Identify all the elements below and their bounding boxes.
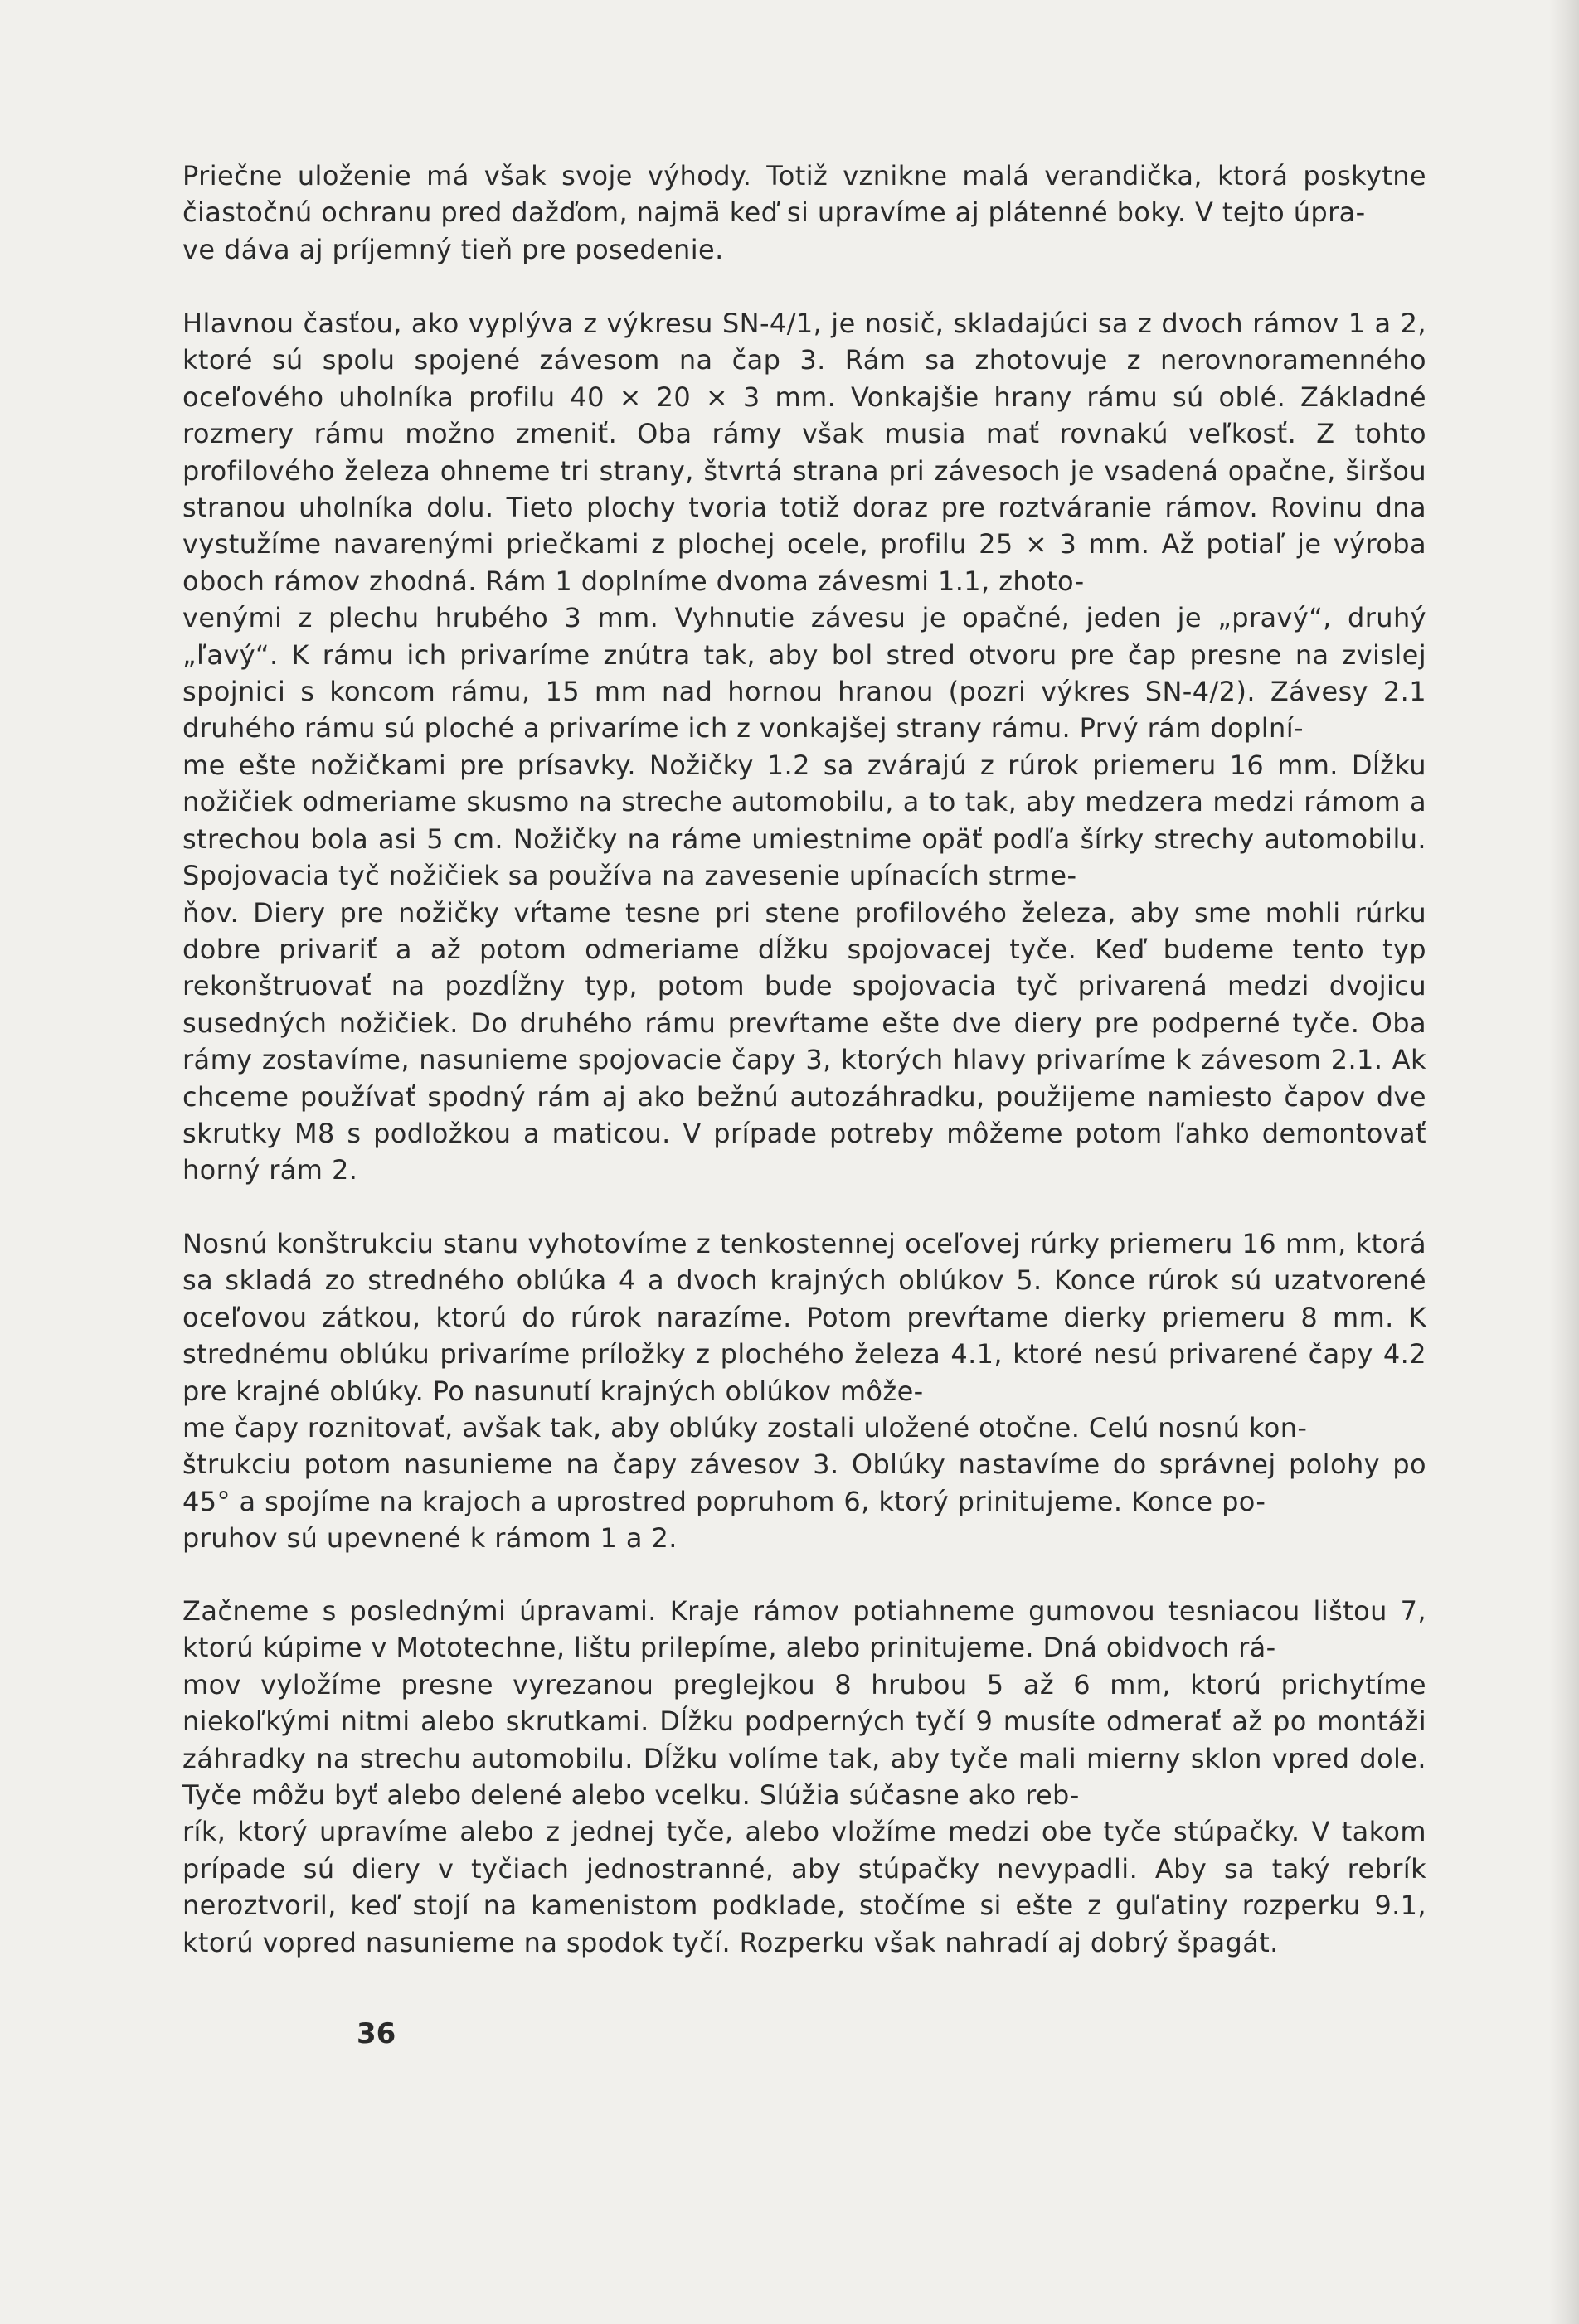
page-edge-shadow (1549, 0, 1579, 2324)
paragraph-2: Hlavnou časťou, ako vyplýva z výkresu SN-4/1, je nosič, skladajúci sa z dvoch rámov 1 a 2, ktoré sú spolu spojené závesom na čap 3. Rám sa zhotovuje z nerovnoramenného oceľového uholníka profilu 40 × 20 × 3 mm. Vonkajšie hrany rámu sú oblé. Základné rozmery rámu možno zmeniť. Oba rámy však musia mať rovnakú veľkosť. Z tohto profilového železa ohneme tri strany, štvrtá strana pri závesoch je vsadená opačne, širšou stranou uholníka dolu. Tieto plochy tvoria totiž doraz pre roztváranie rámov. Rovinu dna vystužíme navarenými priečkami z plochej ocele, profilu 25 × 3 mm. Až potiaľ je výroba oboch rámov zhodná. Rám 1 doplníme dvoma závesmi 1.1, zhoto- venými z plechu hrubého 3 mm. Vyhnutie závesu je opačné, jeden je „pravý“, druhý „ľavý“. K rámu ich privaríme znútra tak, aby bol stred otvoru pre čap presne na zvislej spojnici s koncom rámu, 15 mm nad hornou hranou (pozri výkres SN-4/2). Závesy 2.1 druhého rámu sú ploché a privaríme ich z vonkajšej strany rámu. Prvý rám doplní- me ešte nožičkami pre prísavky. Nožičky 1.2 sa zvárajú z rúrok priemeru 16 mm. Dĺžku nožičiek odmeriame skusmo na streche automobilu, a to tak, aby medzera medzi rámom a strechou bola asi 5 cm. Nožičky na ráme umiestnime opäť podľa šírky strechy automobilu. Spojovacia tyč nožičiek sa používa na zavesenie upínacích strme- ňov. Diery pre nožičky vŕtame tesne pri stene profilového železa, aby sme mohli rúrku dobre privariť a až potom odmeriame dĺžku spojovacej tyče. Keď budeme tento typ rekonštruovať na pozdĺžny typ, potom bude spojovacia tyč privarená medzi dvojicu susedných nožičiek. Do druhého rámu prevŕtame ešte dve diery pre podperné tyče. Oba rámy zostavíme, nasunieme spojovacie čapy 3, ktorých hlavy privaríme k závesom 2.1. Ak chceme používať spodný rám aj ako bežnú autozáhradku, použijeme namiesto čapov dve skrutky M8 s podložkou a maticou. V prípade potreby môžeme potom ľahko demontovať horný rám 2. (182, 308, 1426, 1186)
paragraph-3: Nosnú konštrukciu stanu vyhotovíme z tenkostennej oceľovej rúrky priemeru 16 mm, ktorá sa skladá zo stredného oblúka 4 a dvoch krajných oblúkov 5. Konce rúrok sú uzatvorené oceľovou zátkou, ktorú do rúrok narazíme. Potom prevŕtame dierky priemeru 8 mm. K strednému oblúku privaríme príložky z plochého železa 4.1, ktoré nesú privarené čapy 4.2 pre krajné oblúky. Po nasunutí krajných oblúkov môže- me čapy roznitovať, avšak tak, aby oblúky zostali uložené otočne. Celú nosnú kon- štrukciu potom nasunieme na čapy závesov 3. Oblúky nastavíme do správnej polohy po 45° a spojíme na krajoch a uprostred popruhom 6, ktorý prinitujeme. Konce po- pruhov sú upevnené k rámom 1 a 2. (182, 1228, 1426, 1555)
paragraph-1: Priečne uloženie má však svoje výhody. Totiž vznikne malá verandička, ktorá poskytne čiastočnú ochranu pred dažďom, najmä keď si upravíme aj plátenné boky. V tejto úpra- ve dáva aj príjemný tieň pre posedenie. (182, 160, 1426, 265)
page-number: 36 (357, 2017, 396, 2050)
paragraph-4: Začneme s poslednými úpravami. Kraje rámov potiahneme gumovou tesniacou lištou 7, ktorú kúpime v Mototechne, lištu prilepíme, alebo prinitujeme. Dná obidvoch rá- mov vyložíme presne vyrezanou preglejkou 8 hrubou 5 až 6 mm, ktorú prichytíme niekoľkými nitmi alebo skrutkami. Dĺžku podperných tyčí 9 musíte odmerať až po montáži záhradky na strechu automobilu. Dĺžku volíme tak, aby tyče mali mierny sklon vpred dole. Tyče môžu byť alebo delené alebo vcelku. Slúžia súčasne ako reb- rík, ktorý upravíme alebo z jednej tyče, alebo vložíme medzi obe tyče stúpačky. V takom prípade sú diery v tyčiach jednostranné, aby stúpačky nevypadli. Aby sa taký rebrík neroztvoril, keď stojí na kamenistom podklade, stočíme si ešte z guľatiny rozperku 9.1, ktorú vopred nasunieme na spodok tyčí. Rozperku však nahradí aj dobrý špagát. (182, 1595, 1426, 1958)
